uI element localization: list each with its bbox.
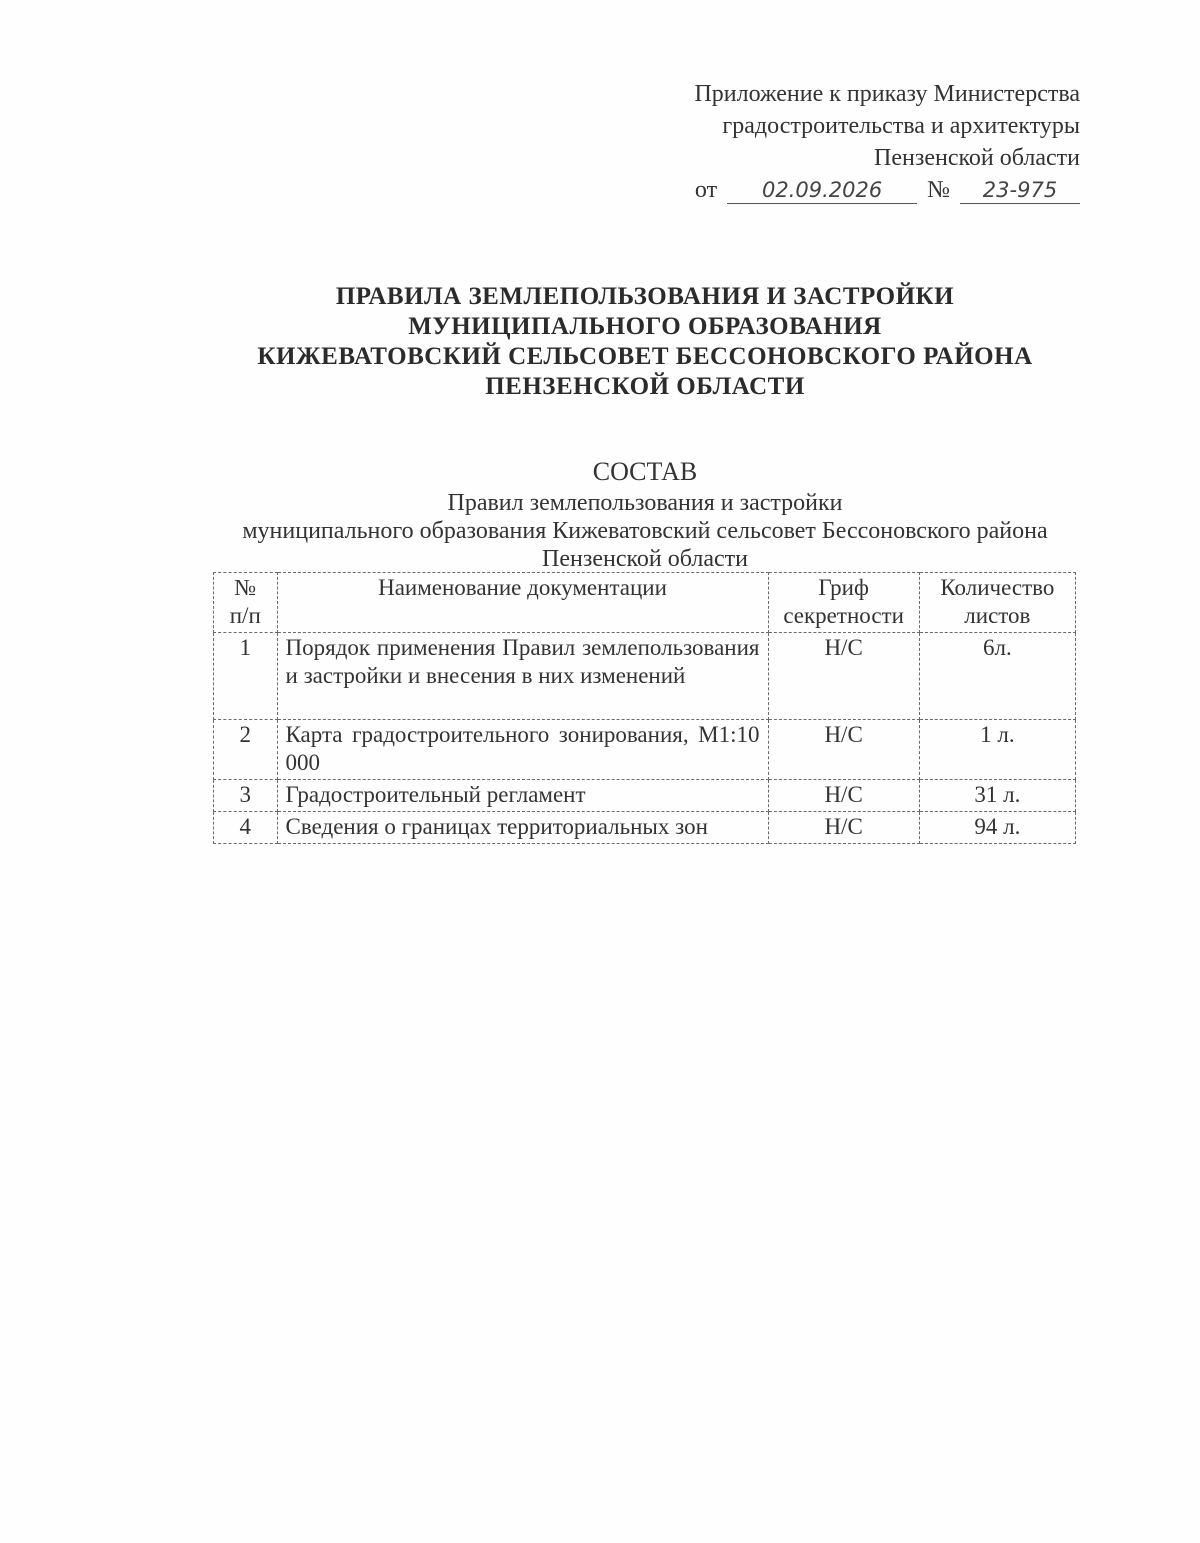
row-name: Сведения о границах территориальных зон	[277, 812, 768, 844]
composition-heading	[0, 455, 1200, 573]
row-name: Карта градостроительного зонирования, М1:10 000	[277, 720, 768, 780]
composition-line-3: Пензенской области	[542, 546, 748, 572]
header-name: Наименование документации	[277, 573, 768, 633]
row-grif: Н/С	[768, 633, 919, 720]
order-number: 23-975	[960, 177, 1080, 204]
row-name: Порядок применения Правил землепользования и застройки и внесения в них изменений	[277, 633, 768, 720]
composition-title: СОСТАВ	[592, 457, 698, 486]
number-label: №	[927, 177, 950, 203]
header-qty-line-1: Количество	[940, 575, 1055, 600]
order-date: 02.09.2026	[727, 177, 917, 204]
header-num-line-2: п/п	[229, 603, 261, 628]
table-row	[214, 633, 1076, 720]
title-line-3: КИЖЕВАТОВСКИЙ СЕЛЬСОВЕТ БЕССОНОВСКОГО РАЙОНА	[257, 343, 1033, 370]
row-num: 3	[214, 780, 278, 812]
appendix-line-1: Приложение к приказу Министерства	[694, 81, 1080, 107]
composition-line-1: Правил землепользования и застройки	[447, 490, 843, 516]
appendix-line-2: градостроительства и архитектуры	[722, 113, 1080, 139]
row-num: 4	[214, 812, 278, 844]
header-qty-line-2: листов	[964, 603, 1031, 628]
header-grif-line-1: Гриф	[818, 575, 869, 600]
document-title	[0, 282, 1200, 402]
row-qty: 31 л.	[919, 780, 1075, 812]
header-qty	[919, 573, 1075, 633]
composition-table	[213, 572, 1076, 844]
header-num	[214, 573, 278, 633]
row-qty: 6л.	[919, 633, 1075, 720]
row-qty: 1 л.	[919, 720, 1075, 780]
table-row	[214, 812, 1076, 844]
row-num: 1	[214, 633, 278, 720]
row-grif: Н/С	[768, 780, 919, 812]
from-label: от	[694, 177, 718, 203]
composition-line-2: муниципального образования Кижеватовский сельсовет Бессоновского района	[242, 518, 1048, 544]
header-grif	[768, 573, 919, 633]
row-qty: 94 л.	[919, 812, 1075, 844]
order-reference	[695, 177, 1080, 203]
row-name: Градостроительный регламент	[277, 780, 768, 812]
header-grif-line-2: секретности	[783, 603, 904, 628]
row-num: 2	[214, 720, 278, 780]
header-num-line-1: №	[234, 575, 257, 600]
title-line-1: ПРАВИЛА ЗЕМЛЕПОЛЬЗОВАНИЯ И ЗАСТРОЙКИ	[335, 283, 955, 310]
table-row	[214, 720, 1076, 780]
row-grif: Н/С	[768, 812, 919, 844]
table-header-row	[214, 573, 1076, 633]
row-grif: Н/С	[768, 720, 919, 780]
appendix-header	[694, 78, 1080, 206]
table-row	[214, 780, 1076, 812]
title-line-4: ПЕНЗЕНСКОЙ ОБЛАСТИ	[485, 373, 805, 400]
title-line-2: МУНИЦИПАЛЬНОГО ОБРАЗОВАНИЯ	[408, 313, 882, 340]
appendix-line-3: Пензенской области	[874, 145, 1080, 171]
